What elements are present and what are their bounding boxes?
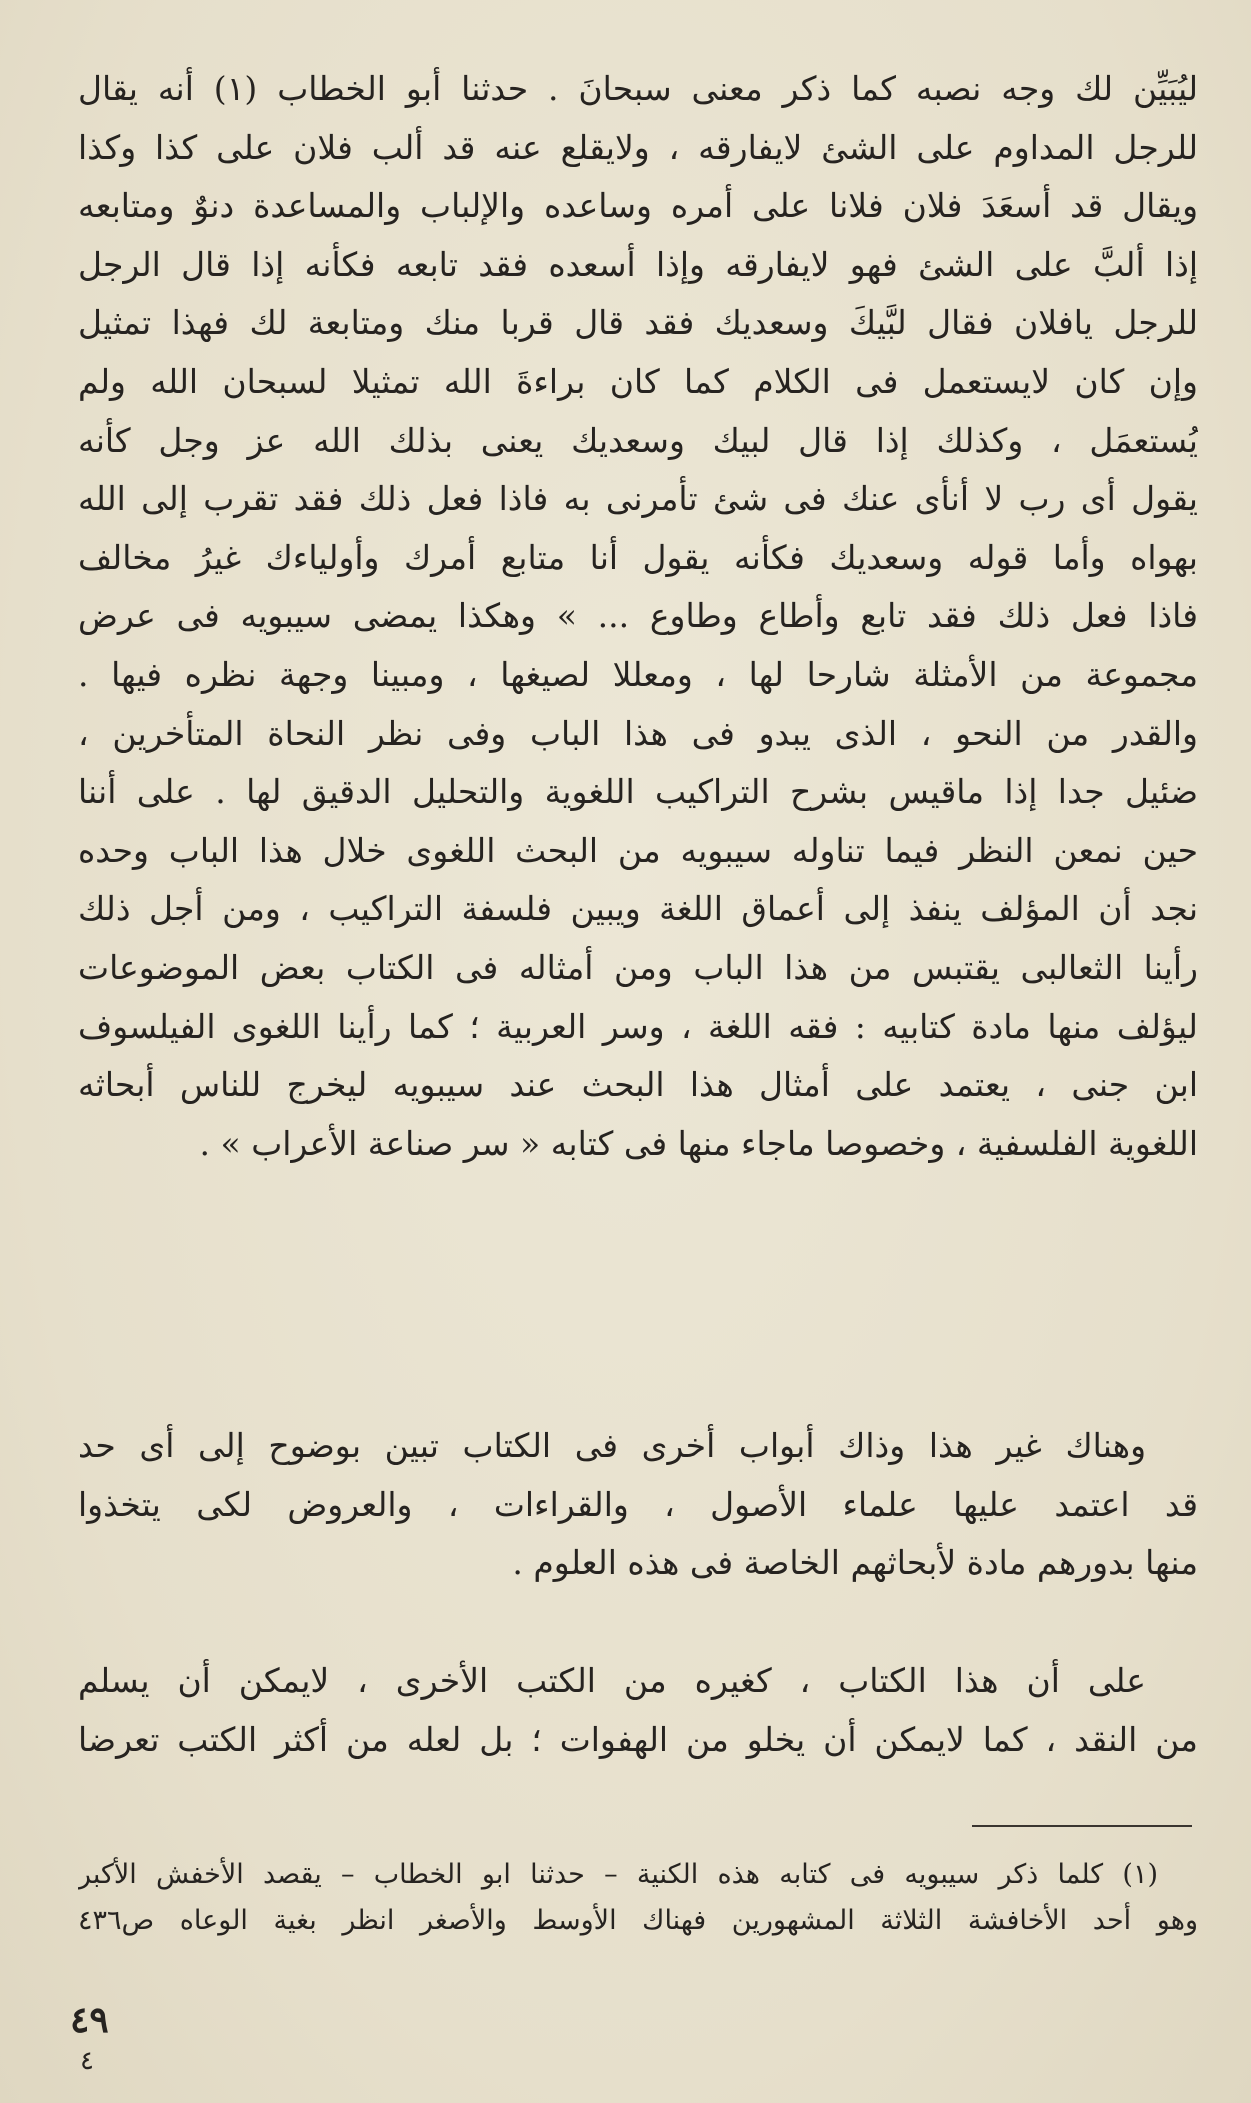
footnote-line: (١) كلما ذكر سيبويه فى كتابه هذه الكنية – حدثنا ابو الخطاب – يقصد الأخفش الأكبر <box>78 1859 1158 1890</box>
text-line: على أن هذا الكتاب ، كغيره من الكتب الأخرى ، لايمكن أن يسلم <box>78 1661 1146 1700</box>
text-line: بهواه وأما قوله وسعديك فكأنه يقول أنا متابع أمرك وأولياءك غيرُ مخالف <box>78 537 1198 577</box>
paragraph-2 <box>78 1417 1198 1593</box>
text-line: للرجل يافلان فقال لبَّيكَ وسعديك فقد قال قربا منك ومتابعة لك فهذا تمثيل <box>78 303 1198 343</box>
footnote-line: وهو أحد الأخافشة الثلاثة المشهورين فهناك الأوسط والأصغر انظر بغية الوعاه ص٤٣٦ <box>78 1905 1198 1936</box>
text-line: للرجل المداوم على الشئ لايفارقه ، ولايقلع عنه قد ألب فلان على كذا وكذا <box>78 127 1198 167</box>
text-line: قد اعتمد عليها علماء الأصول ، والقراءات ، والعروض لكى يتخذوا <box>78 1484 1198 1524</box>
text-line: حين نمعن النظر فيما تناوله سيبويه من البحث اللغوى خلال هذا الباب وحده <box>78 830 1198 870</box>
paragraph-3 <box>78 1652 1198 1769</box>
text-line: يُستعمَل ، وكذلك إذا قال لبيك وسعديك يعنى بذلك الله عز وجل كأنه <box>78 420 1198 460</box>
text-line: رأينا الثعالبى يقتبس من هذا الباب ومن أمثاله فى الكتاب بعض الموضوعات <box>78 947 1198 987</box>
paragraph-1 <box>78 60 1198 1173</box>
text-line: ضئيل جدا إذا ماقيس بشرح التراكيب اللغوية والتحليل الدقيق لها . على أننا <box>78 772 1198 812</box>
text-line: يقول أى رب لا أنأى عنك فى شئ تأمرنى به فاذا فعل ذلك فقد تقرب إلى الله <box>78 479 1198 519</box>
text-line: فاذا فعل ذلك فقد تابع وأطاع وطاوع ... » وهكذا يمضى سيبويه فى عرض <box>78 596 1198 636</box>
text-line: ليُبَيِّن لك وجه نصبه كما ذكر معنى سبحانَ . حدثنا أبو الخطاب (١) أنه يقال <box>78 69 1198 108</box>
page-number: ٤٩ <box>70 1999 109 2041</box>
text-line: والقدر من النحو ، الذى يبدو فى هذا الباب وفى نظر النحاة المتأخرين ، <box>78 713 1198 753</box>
text-line: وإن كان لايستعمل فى الكلام كما كان براءةَ الله تمثيلا لسبحان الله ولم <box>78 361 1198 401</box>
signature-mark: ٤ <box>80 2046 94 2076</box>
text-line: ويقال قد أسعَدَ فلان فلانا على أمره وساعده والإلباب والمساعدة دنوٌ ومتابعه <box>78 186 1198 226</box>
text-line: منها بدورهم مادة لأبحاثهم الخاصة فى هذه العلوم . <box>512 1543 1198 1583</box>
text-line: وهناك غير هذا وذاك أبواب أخرى فى الكتاب تبين بوضوح إلى أى حد <box>78 1426 1146 1465</box>
text-line: من النقد ، كما لايمكن أن يخلو من الهفوات ؛ بل لعله من أكثر الكتب تعرضا <box>78 1719 1198 1759</box>
text-line: إذا ألبَّ على الشئ فهو لايفارقه وإذا أسعده فقد تابعه فكأنه إذا قال الرجل <box>78 244 1198 284</box>
text-line: اللغوية الفلسفية ، وخصوصا ماجاء منها فى كتابه « سر صناعة الأعراب » . <box>199 1123 1198 1163</box>
footnotes <box>78 1852 1198 1944</box>
text-line: نجد أن المؤلف ينفذ إلى أعماق اللغة ويبين فلسفة التراكيب ، ومن أجل ذلك <box>78 889 1198 929</box>
text-line: ليؤلف منها مادة كتابيه : فقه اللغة ، وسر العربية ؛ كما رأينا اللغوى الفيلسوف <box>78 1006 1198 1046</box>
footnote-divider <box>972 1825 1192 1827</box>
text-line: ابن جنى ، يعتمد على أمثال هذا البحث عند سيبويه ليخرج للناس أبحاثه <box>78 1065 1198 1105</box>
text-line: مجموعة من الأمثلة شارحا لها ، ومعللا لصيغها ، ومبينا وجهة نظره فيها . <box>78 654 1198 694</box>
